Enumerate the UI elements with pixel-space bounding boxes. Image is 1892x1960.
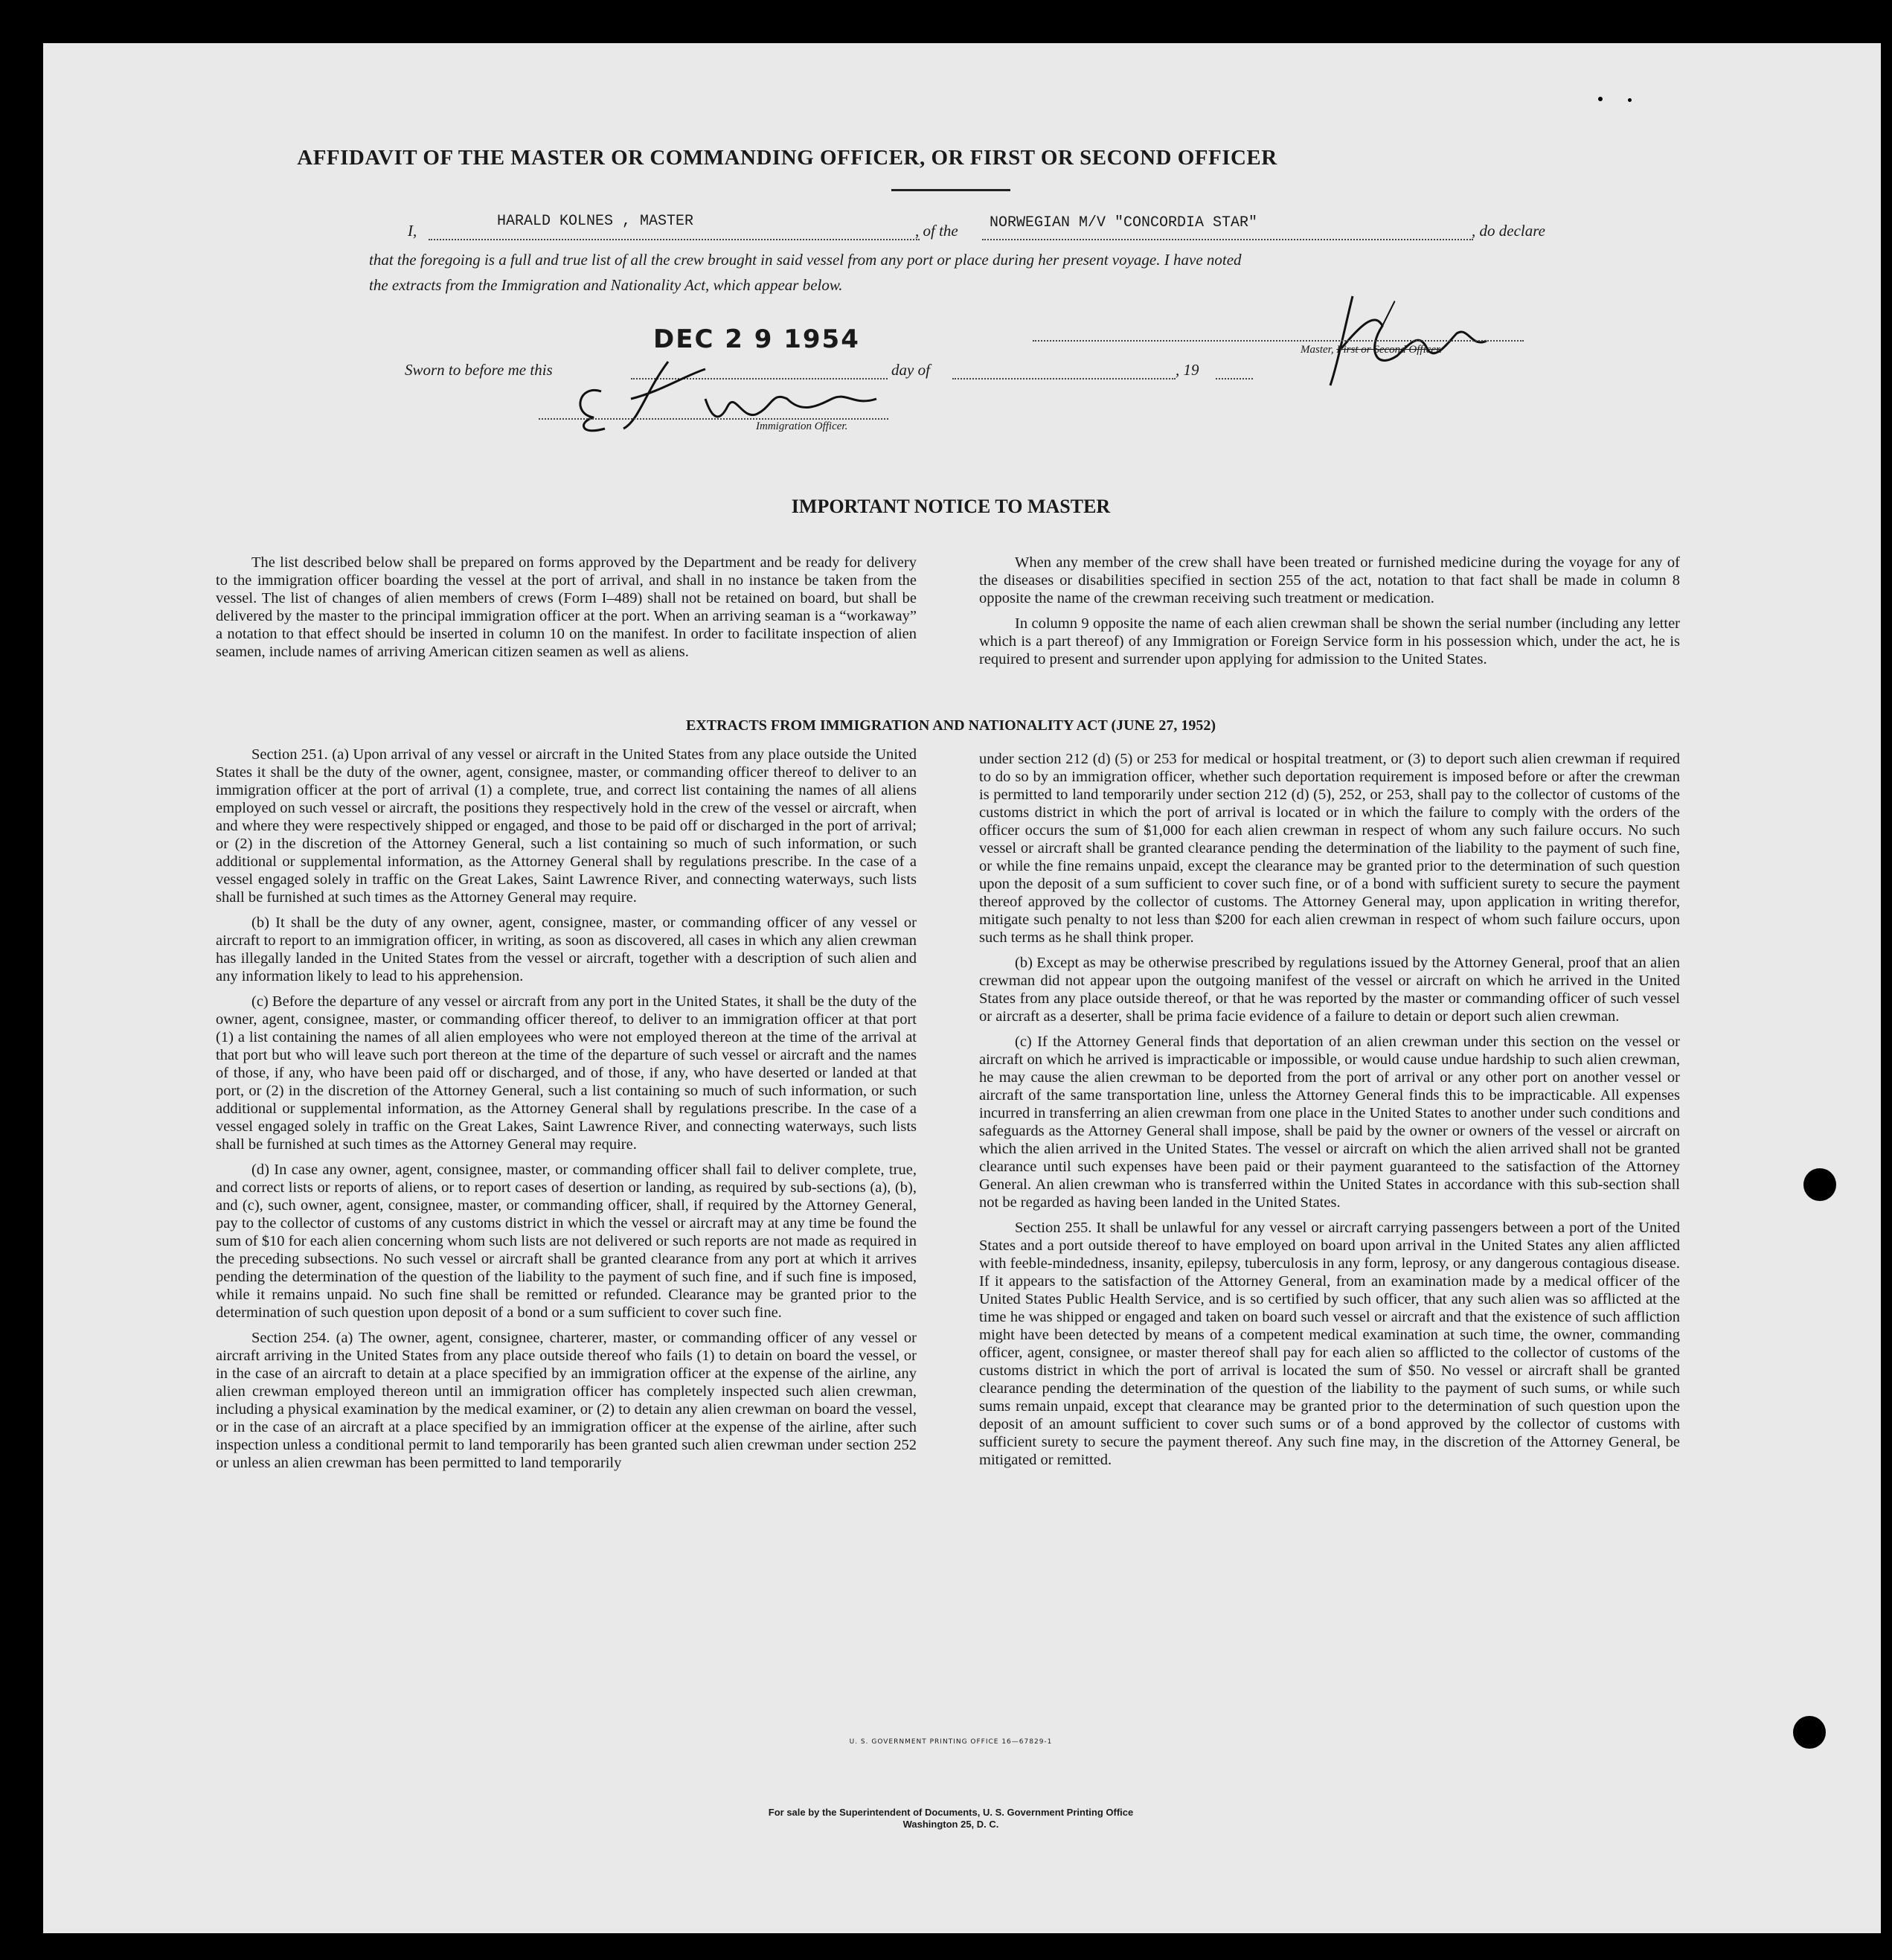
vessel-line — [982, 238, 1473, 240]
section-251-a: Section 251. (a) Upon arrival of any vessel or aircraft in the United States from any place outside the United States it shall be the duty of the owner, agent, consignee, master, or commanding officer thereof to deliver to an immigration officer at the port of arrival (1) a complete, true, and correct list containing the names of all aliens employed on such vessel or aircraft, the positions they respectively hold in the crew of the vessel or aircraft, when and where they were respectively shipped or engaged, and those to be paid off or discharged in the port of arrival; or (2) in the discretion of the Attorney General, such a list containing so much of such information, or such additional or supplemental information, as the Attorney General shall by regulations prescribe. In the case of a vessel engaged solely in traffic on the Great Lakes, Saint Lawrence River, and connecting waterways, such lists shall be furnished at such times as the Attorney General may require. — [216, 746, 917, 906]
section-254-b: (b) Except as may be otherwise prescribed by regulations issued by the Attorney General, proof that an alien crewman did not appear upon the outgoing manifest of the vessel or aircraft on which he arrived in the United States from any place outside thereof, or that he was reported by the master or commanding officer of such vessel or aircraft as a deserter, shall be prima facie evidence of a failure to detain or deport such alien crewman. — [979, 955, 1680, 1025]
officer-signature-line — [539, 417, 888, 420]
master-label — [1301, 344, 1442, 356]
officer-label-struck: First or Second Officer. — [1336, 344, 1442, 356]
master-name-line — [429, 238, 920, 240]
scan-speck — [1628, 98, 1632, 102]
sale-notice-line1: For sale by the Superintendent of Documents, U. S. Government Printing Office — [768, 1807, 1134, 1818]
affidavit-title: AFFIDAVIT OF THE MASTER OR COMMANDING OFFICER, OR FIRST OR SECOND OFFICER — [297, 146, 1277, 170]
immigration-officer-label: Immigration Officer. — [756, 420, 848, 432]
section-251-b: (b) It shall be the duty of any owner, agent, consignee, master, or commanding officer of any vessel or aircraft to report to an immigration officer, in writing, as soon as discovered, all cases in which any alien crewman has illegally landed in the United States from the vessel or aircraft, together with a description of such alien and any information likely to lead to his apprehension. — [216, 915, 917, 984]
notice-title: IMPORTANT NOTICE TO MASTER — [791, 496, 1111, 517]
document-page — [43, 43, 1881, 1933]
affidavit-i: I, — [408, 222, 417, 240]
printing-office-line: U. S. GOVERNMENT PRINTING OFFICE 16—67829-1 — [849, 1738, 1053, 1746]
section-254-a-continued: under section 212 (d) (5) or 253 for medical or hospital treatment, or (3) to deport such alien crewman if required to do so by an immigration officer, whether such deportation requirement is imposed before or after the crewman is permitted to land temporarily under section 212 (d) (5), 252, or 253, shall pay to the collector of customs of the customs district in which the port of arrival is located or in which the failure to comply with the orders of the officer occurs the sum of $1,000 for each alien crewman in respect of whom any such failure occurs. No such vessel or aircraft shall be granted clearance pending the determination of the liability to the payment of such fine, or while the fine remains unpaid, except the clearance may be granted prior to the determination of such question upon the deposit of a sum sufficient to cover such fine, or of a bond with sufficient surety to secure the payment thereof approved by the collector of customs. The Attorney General may, upon application in writing therefor, mitigate such penalty to not less than $200 for each alien crewman in respect of whom such failure occurs, upon such terms as he shall think proper. — [979, 751, 1680, 946]
sale-notice-line2: Washington 25, D. C. — [902, 1819, 999, 1830]
master-name: HARALD KOLNES , MASTER — [497, 213, 694, 230]
scan-speck — [1598, 97, 1603, 101]
extracts-title: EXTRACTS FROM IMMIGRATION AND NATIONALITY ACT (JUNE 27, 1952) — [685, 717, 1216, 734]
vessel-name: NORWEGIAN M/V "CONCORDIA STAR" — [990, 214, 1258, 231]
of-the-label: , of the — [915, 222, 958, 240]
affidavit-line3: the extracts from the Immigration and Nationality Act, which appear below. — [369, 276, 843, 294]
day-of-label: day of — [891, 361, 930, 379]
officer-signature — [534, 347, 921, 436]
extracts-left-column — [216, 746, 917, 1479]
master-label-text: Master, — [1301, 344, 1334, 356]
sworn-label: Sworn to before me this — [405, 361, 553, 379]
sale-notice — [43, 1807, 1859, 1831]
punch-hole-mark — [1793, 1716, 1826, 1749]
notice-right-column — [979, 554, 1680, 676]
section-251-c: (c) Before the departure of any vessel or aircraft from any port in the United States, it shall be the duty of the owner, agent, consignee, master, or commanding officer thereof, to deliver to an immigration officer at that port (1) a list containing the names of all alien employees who were not employed thereon at the time of the arrival at that port but who will leave such port thereon at the time of the departure of such vessel or aircraft and the names of those, if any, who have been paid off or discharged, and of those, if any, who have deserted or landed at that port, or (2) in the discretion of the Attorney General, such a list containing so much of such information, or such additional or supplemental information, as the Attorney General shall by regulations prescribe. In the case of a vessel engaged solely in traffic on the Great Lakes, Saint Lawrence River, and connecting waterways, such lists shall be furnished at such times as the Attorney General may require. — [216, 993, 917, 1153]
year-label: , 19 — [1176, 361, 1199, 379]
section-251-d: (d) In case any owner, agent, consignee, master, or commanding officer shall fail to deliver complete, true, and correct lists or reports of aliens, or to report cases of desertion or landing, as required by sub-sections (a), (b), and (c), such owner, agent, consignee, master, or commanding officer, shall, if required by the Attorney General, pay to the collector of customs of any customs district in which the vessel or aircraft may at any time be found the sum of $10 for each alien concerning whom such lists are not delivered or such reports are not made as required in the preceding subsections. No such vessel or aircraft shall be granted clearance from any port at which it arrives pending the determination of the question of the liability to the payment of such fine, and if such fine is imposed, while it remains unpaid. No such fine shall be remitted or refunded. Clearance may be granted prior to the determination of such question upon deposit of a bond or a sum sufficient to cover such fine. — [216, 1162, 917, 1321]
notice-left-column — [216, 554, 917, 668]
year-line — [1216, 377, 1253, 379]
date-stamp: DEC 2 9 1954 — [653, 324, 860, 354]
affidavit-line2: that the foregoing is a full and true list of all the crew brought in said vessel from any port or place during her present voyage. I have noted — [369, 251, 1242, 269]
do-declare-label: , do declare — [1472, 222, 1545, 240]
notice-right-paragraph-2: In column 9 opposite the name of each alien crewman shall be shown the serial number (including any letter which is a part thereof) of any Immigration or Foreign Service form in his possession which, under the act, he is required to present and surrender upon applying for admission to the United States. — [979, 615, 1680, 667]
section-254-c: (c) If the Attorney General finds that deportation of an alien crewman under this section on the vessel or aircraft on which he arrived is impracticable or impossible, or would cause undue hardship to such alien crewman, he may cause the alien crewman to be deported from the port of arrival or any other port on another vessel or aircraft of the same transportation line, unless the Attorney General finds this to be impracticable. All expenses incurred in transferring an alien crewman from one place in the United States to another under such conditions and safeguards as the Attorney General shall impose, shall be paid by the owner or owners of the vessel or aircraft on which the alien arrived in the United States. The vessel or aircraft on which the alien arrived shall not be granted clearance until such expenses have been paid or their payment guaranteed to the satisfaction of the Attorney General. An alien crewman who is transferred within the United States in accordance with this sub-section shall not be regarded as having been landed in the United States. — [979, 1034, 1680, 1211]
notice-right-paragraph-1: When any member of the crew shall have been treated or furnished medicine during the voyage for any of the diseases or disabilities specified in section 255 of the act, notation to that fact shall be made in column 8 opposite the name of the crewman receiving such treatment or medication. — [979, 554, 1680, 606]
master-signature-line — [1033, 339, 1524, 342]
punch-hole-mark — [1803, 1168, 1836, 1201]
extracts-right-column — [979, 750, 1680, 1476]
section-254-a: Section 254. (a) The owner, agent, consignee, charterer, master, or commanding officer of any vessel or aircraft arriving in the United States from any place outside thereof who fails (1) to detain on board the vessel, or in the case of an aircraft to detain at a place specified by an immigration officer at the expense of the airline, any alien crewman employed thereon until an immigration officer has completely inspected such alien crewman, including a physical examination by the medical examiner, or (2) to detain any alien crewman on board the vessel, or in the case of an aircraft at a place specified by an immigration officer at the expense of the airline, after such inspection unless a conditional permit to land temporarily has been granted such alien crewman under section 252 or unless an alien crewman has been permitted to land temporarily — [216, 1330, 917, 1471]
notice-left-paragraph: The list described below shall be prepared on forms approved by the Department and be ready for delivery to the immigration officer boarding the vessel at the port of arrival, and shall in no instance be taken from the vessel. The list of changes of alien members of crews (Form I–489) shall not be retained on board, but shall be delivered by the master to the principal immigration officer at the port. When an arriving seaman is a “workaway” a notation to that effect should be inserted in column 10 on the manifest. In order to facilitate inspection of alien seamen, include names of arriving American citizen seamen as well as aliens. — [216, 554, 917, 660]
month-line — [952, 377, 1176, 379]
title-rule — [891, 189, 1010, 191]
section-255: Section 255. It shall be unlawful for any vessel or aircraft carrying passengers between a port of the United States and a port outside thereof to have employed on board upon arrival in the United States any alien afflicted with feeble-mindedness, insanity, epilepsy, tuberculosis in any form, leprosy, or any dangerous contagious disease. If it appears to the satisfaction of the Attorney General, from an examination made by a medical officer of the United States Public Health Service, and is so certified by such officer, that any such alien was so afflicted at the time he was shipped or engaged and taken on board such vessel or aircraft and that the existence of such affliction might have been detected by means of a competent medical examination at such time, the owner, commanding officer, agent, consignee, or master thereof shall pay for each alien so afflicted to the collector of customs of the customs district in which the port of arrival is located the sum of $50. No vessel or aircraft shall be granted clearance pending the determination of the question of the liability to the payment of such sums, or while such sums remain unpaid, except that clearance may be granted prior to the determination of such question upon the deposit of an amount sufficient to cover such sums or of a bond approved by the collector of customs with sufficient surety to secure the payment thereof. Any such fine may, in the discretion of the Attorney General, be mitigated or remitted. — [979, 1220, 1680, 1468]
